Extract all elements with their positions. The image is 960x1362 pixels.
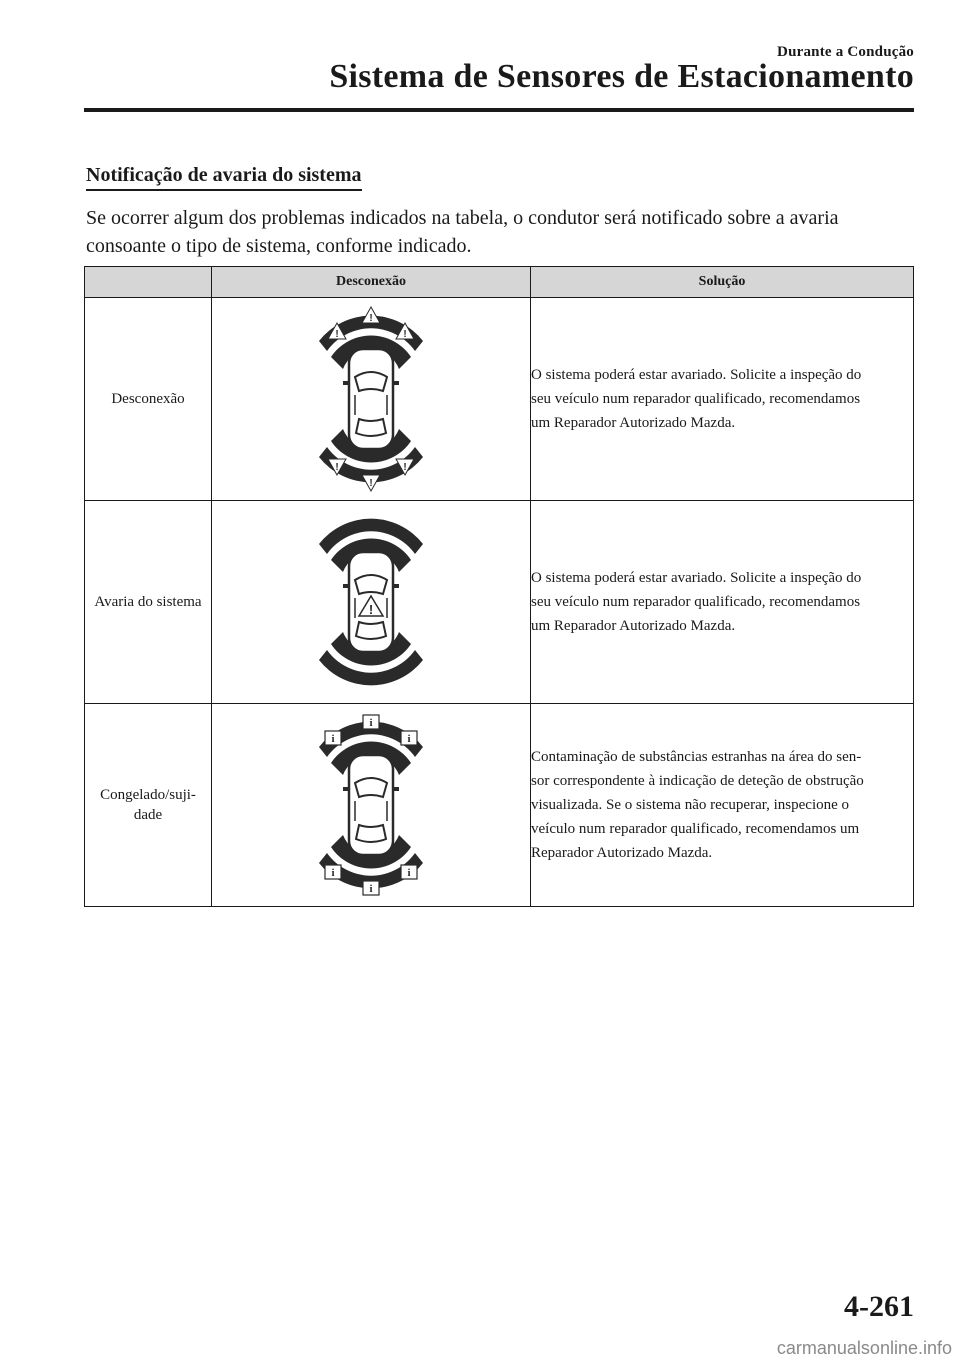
row-solution (531, 298, 914, 501)
table-row (85, 501, 914, 704)
condition-line: Congelado/suji- (100, 787, 196, 803)
section-title: Notificação de avaria do sistema (86, 164, 362, 191)
table-row (85, 298, 914, 501)
solution-line: O sistema poderá estar avariado. Solicite a inspeção do (531, 570, 862, 586)
parking-sensor-disconnection-warnings-icon (311, 299, 431, 499)
solution-line: seu veículo num reparador qualificado, recomendamos (531, 391, 861, 407)
row-solution (531, 704, 914, 907)
table-row (85, 704, 914, 907)
watermark-text: carmanualsonline.info (776, 1338, 952, 1358)
svg-text:i: i (407, 867, 411, 879)
svg-text:!: ! (403, 329, 407, 340)
header-section: Durante a Condução (777, 44, 914, 60)
svg-text:!: ! (403, 462, 407, 473)
solution-line: seu veículo num reparador qualificado, recomendamos (531, 594, 861, 610)
svg-text:i: i (331, 867, 335, 879)
condition-line: dade (133, 807, 163, 823)
svg-text:i: i (369, 717, 373, 729)
svg-text:!: ! (368, 602, 374, 617)
solution-line: O sistema poderá estar avariado. Solicite a inspeção do (531, 367, 862, 383)
table-header-empty (85, 267, 212, 298)
intro-paragraph: Se ocorrer algum dos problemas indicados na tabela, o condutor será notificado sobre a avaria consoante o tipo de sistema, conforme indicado. (86, 207, 839, 257)
solution-line: um Reparador Autorizado Mazda. (531, 415, 736, 431)
row-condition: Avaria do sistema (85, 501, 212, 704)
table-header-display: Desconexão (212, 267, 531, 298)
header-divider (84, 108, 914, 112)
row-solution (531, 501, 914, 704)
solution-line: veículo num reparador qualificado, recomendamos um (531, 821, 860, 837)
solution-line: um Reparador Autorizado Mazda. (531, 618, 736, 634)
fault-notification-table (84, 266, 914, 907)
row-indicator-cell (212, 298, 531, 501)
svg-text:i: i (369, 883, 373, 895)
row-indicator-cell (212, 704, 531, 907)
svg-text:i: i (407, 733, 411, 745)
svg-text:!: ! (369, 478, 373, 489)
table-header-solution: Solução (531, 267, 914, 298)
solution-line: visualizada. Se o sistema não recuperar, inspecione o (531, 797, 850, 813)
parking-sensor-system-fault-icon (311, 502, 431, 702)
row-condition (85, 704, 212, 907)
row-condition: Desconexão (85, 298, 212, 501)
svg-text:!: ! (335, 462, 339, 473)
solution-line: Contaminação de substâncias estranhas na área do sen- (531, 749, 862, 765)
row-indicator-cell (212, 501, 531, 704)
page-number: 4-261 (844, 1290, 914, 1323)
parking-sensor-obstruction-info-icon (311, 705, 431, 905)
table-header-row (85, 267, 914, 298)
solution-line: sor correspondente à indicação de deteção de obstrução (531, 773, 864, 789)
svg-text:!: ! (369, 313, 373, 324)
page-title: Sistema de Sensores de Estacionamento (329, 58, 914, 95)
svg-text:!: ! (335, 329, 339, 340)
solution-line: Reparador Autorizado Mazda. (531, 845, 713, 861)
svg-text:i: i (331, 733, 335, 745)
